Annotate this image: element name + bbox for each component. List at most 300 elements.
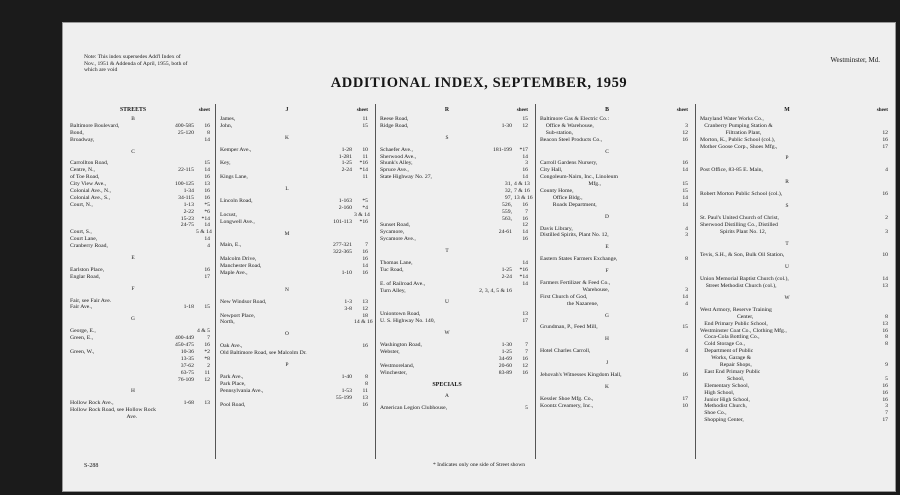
index-entry <box>220 350 368 357</box>
entry-range: 15-23 <box>180 215 194 222</box>
entry-sheet: 16 <box>204 174 210 181</box>
entry-name: Sherwood Distilling Co., Distilled <box>700 221 778 228</box>
entry-range: 400-449 <box>175 335 194 342</box>
index-entry <box>540 280 688 287</box>
entry-name: Center, <box>700 313 754 320</box>
index-entry <box>700 397 888 404</box>
entry-name: Spruce Ave., <box>380 167 409 174</box>
index-entry <box>380 370 528 377</box>
entry-name: Baltimore Gas & Electric Co.: <box>540 116 610 122</box>
letter-heading <box>540 360 688 367</box>
index-entry <box>380 281 528 288</box>
entry-name: Westmoreland, <box>380 362 415 369</box>
entry-sheet: *4 <box>362 204 368 211</box>
heading-text: W <box>784 295 790 302</box>
entry-sheet: 12 <box>522 222 528 229</box>
index-entry <box>700 328 888 335</box>
entry-sheet: *16 <box>359 160 368 167</box>
entry-sheet: 14 <box>522 153 528 160</box>
letter-heading <box>220 231 368 238</box>
entry-name: Kings Lane, <box>220 174 248 181</box>
entry-sheet: 13 <box>362 394 368 401</box>
entry-range: 181-199 <box>493 146 512 153</box>
entry-sheet: 16 <box>204 342 210 349</box>
index-entry <box>70 188 210 195</box>
entry-sheet: 17 <box>682 395 688 402</box>
column-heading: STREETS <box>119 107 147 113</box>
index-entry <box>70 174 210 181</box>
entry-name: Fair Ave., <box>70 304 93 311</box>
column-divider <box>535 104 536 459</box>
heading-text: M <box>284 230 290 237</box>
entry-sheet: *2 <box>204 348 210 355</box>
letter-heading <box>70 255 210 262</box>
entry-range: 55-199 <box>335 394 352 401</box>
entry-sheet: 16 <box>882 396 888 403</box>
entry-range: 400-585 <box>175 122 194 129</box>
entry-sheet: 13 <box>204 400 210 407</box>
heading-text: E <box>605 244 609 251</box>
index-entry <box>380 318 528 325</box>
entry-sheet: 10 <box>362 146 368 153</box>
index-column-specials-m-w <box>700 107 888 424</box>
index-entry <box>70 123 210 130</box>
entry-name: Works, Garage & <box>700 355 752 362</box>
entry-name: North, <box>220 319 235 326</box>
entry-name: First Church of God, <box>540 293 588 300</box>
entry-name: Farmers Fertilizer & Feed Co., <box>540 280 611 287</box>
entry-sheet: 18 <box>362 312 368 319</box>
index-entry <box>380 363 528 370</box>
entry-sheet: 17 <box>204 273 210 280</box>
entry-name: Tevis, S.H., & Son, Bulk Oil Station, <box>700 252 785 259</box>
letter-heading <box>70 116 210 123</box>
entry-range: 563, <box>502 215 512 222</box>
heading-text: E <box>131 255 135 262</box>
entry-name: Reese Road, <box>380 116 409 122</box>
heading-text: S <box>445 134 449 141</box>
entry-sheet: 13 <box>362 298 368 305</box>
entry-range: 1-281 <box>338 153 352 160</box>
sheet-heading: sheet <box>198 107 210 113</box>
index-entry <box>380 188 528 195</box>
letter-heading <box>220 331 368 338</box>
entry-range: 1-40 <box>341 373 352 380</box>
entry-sheet: 16 <box>882 327 888 334</box>
entry-sheet: 15 <box>682 324 688 331</box>
entry-sheet: 16 <box>204 122 210 129</box>
entry-name: Distilled Spirits, Plant No. 12, <box>540 232 609 239</box>
entry-range: 1-53 <box>341 387 352 394</box>
index-entry <box>540 348 688 355</box>
index-entry <box>70 370 210 377</box>
entry-range: 1-3 <box>344 298 352 305</box>
column-divider <box>215 104 216 459</box>
letter-heading <box>70 286 210 293</box>
entry-sheet: 12 <box>522 122 528 129</box>
index-entry <box>380 209 528 216</box>
index-entry <box>220 154 368 161</box>
entry-sheet: 5 <box>525 405 528 412</box>
letter-heading <box>700 179 888 186</box>
place-name: Westminster, Md. <box>830 56 880 64</box>
index-entry <box>380 356 528 363</box>
index-entry <box>700 334 888 341</box>
entry-name: Pool Road, <box>220 401 246 408</box>
entry-name: West Armory, Reserve Training <box>700 306 772 313</box>
index-entry <box>220 374 368 381</box>
entry-name: Department of Public <box>700 348 754 355</box>
entry-name: Junior High School, <box>700 396 750 403</box>
column-heading: R <box>444 107 450 113</box>
entry-sheet: 16 <box>522 167 528 174</box>
entry-name: Colonial Ave., S., <box>70 194 111 201</box>
entry-name: New Windsor Road, <box>220 298 267 305</box>
entry-sheet: 16 <box>882 191 888 198</box>
index-entry <box>700 355 888 362</box>
index-entry <box>540 195 688 202</box>
entry-sheet: *14 <box>201 215 210 222</box>
entry-name: Office & Warehouse, <box>540 122 594 129</box>
index-page <box>62 22 896 492</box>
entry-range: 83-89 <box>498 369 512 376</box>
entry-sheet: 14 <box>522 280 528 287</box>
entry-sheet: 14 <box>522 260 528 267</box>
entry-name: Eastern States Farmers Exchange, <box>540 256 618 263</box>
entry-sheet: 3 <box>885 228 888 235</box>
index-entry <box>70 377 210 384</box>
entry-name: Thomas Lane, <box>380 260 413 267</box>
entry-range: 101-113 <box>333 218 352 225</box>
index-entry <box>70 167 210 174</box>
entry-name: St. Paul's United Church of Christ, <box>700 214 779 221</box>
entry-sheet: 13 <box>522 311 528 318</box>
entry-range: 76-109 <box>177 376 194 383</box>
entry-sheet: 14 <box>204 167 210 174</box>
entry-sheet: 16 <box>204 188 210 195</box>
index-entry <box>700 276 888 283</box>
entry-name: E. of Railroad Ave., <box>380 280 426 287</box>
index-entry <box>220 147 368 154</box>
index-entry <box>540 160 688 167</box>
entry-name: Spirits Plant No. 12, <box>700 228 767 235</box>
entry-range: 24-61 <box>498 229 512 236</box>
index-entry <box>380 181 528 188</box>
index-entry <box>380 154 528 161</box>
index-entry <box>540 202 688 209</box>
entry-sheet: 8 <box>885 313 888 320</box>
heading-text: G <box>131 316 135 323</box>
entry-range: 34-69 <box>498 355 512 362</box>
index-entry <box>380 202 528 209</box>
heading-text: T <box>785 240 789 247</box>
entry-sheet: 4 <box>885 167 888 174</box>
entry-sheet: 8 <box>207 129 210 136</box>
heading-text: U <box>785 264 789 271</box>
index-entry <box>220 160 368 167</box>
entry-name: Cranberry Pumping Station & <box>700 122 773 129</box>
entry-sheet: 10 <box>682 402 688 409</box>
index-entry <box>70 400 210 407</box>
entry-name: Cranberry Road, <box>70 243 108 250</box>
index-entry <box>70 222 210 229</box>
entry-name: Union Memorial Baptist Church (col.), <box>700 276 789 283</box>
entry-name: Longwell Ave., <box>220 218 255 225</box>
entry-name: Congoleum-Nairn, Inc., Linoleum <box>540 174 618 181</box>
entry-sheet: 12 <box>882 129 888 136</box>
index-entry <box>540 287 688 294</box>
entry-name: End Primary Public School, <box>700 320 768 327</box>
heading-text: O <box>285 331 289 338</box>
index-entry <box>380 236 528 243</box>
entry-sheet: 3 <box>685 232 688 239</box>
index-entry <box>380 167 528 174</box>
entry-name: Mother Goose Corp., Shoes Mfg., <box>700 143 778 150</box>
letter-heading <box>540 313 688 320</box>
entry-name: Bond, <box>70 129 84 136</box>
entry-name: East End Primary Public <box>700 368 761 375</box>
entry-sheet: 5 <box>885 375 888 382</box>
entry-sheet: 16 <box>522 201 528 208</box>
entry-name: Sunset Road, <box>380 222 411 229</box>
index-entry <box>700 215 888 222</box>
letter-heading <box>540 268 688 275</box>
index-entry <box>220 249 368 256</box>
entry-name: School, <box>700 375 745 382</box>
entry-range: 1-163 <box>338 198 352 205</box>
index-entry <box>70 229 210 236</box>
entry-name: Grundman, P., Feed Mill, <box>540 324 598 331</box>
entry-name: Uniontown Road, <box>380 311 421 318</box>
entry-range: 25-120 <box>177 129 194 136</box>
entry-name: Cold Storage Co., <box>700 341 746 348</box>
entry-name: Street Methodist Church (col.), <box>700 283 777 290</box>
column-heading: J <box>285 107 289 113</box>
entry-name: Green, W., <box>70 348 95 355</box>
entry-name: John, <box>220 122 233 129</box>
letter-heading <box>380 330 528 337</box>
entry-sheet: 8 <box>365 373 368 380</box>
entry-range: 13-35 <box>180 355 194 362</box>
entry-name: Court, S., <box>70 229 92 236</box>
index-entry <box>70 328 210 335</box>
entry-range: 2-160 <box>338 204 352 211</box>
index-entry <box>70 407 210 414</box>
letter-heading <box>540 149 688 156</box>
letter-heading <box>700 264 888 271</box>
index-entry <box>220 167 368 174</box>
entry-range: 20-60 <box>498 362 512 369</box>
entry-name: Newport Place, <box>220 312 256 319</box>
entry-name: Broadway, <box>70 136 95 143</box>
entry-sheet: 16 <box>882 136 888 143</box>
entry-sheet: *17 <box>519 146 528 153</box>
column-header <box>700 107 888 116</box>
column-header <box>220 107 368 116</box>
entry-sheet: 12 <box>682 129 688 136</box>
entry-name: State Highway No. 27, <box>380 174 432 181</box>
entry-name: Carrollton Road, <box>70 160 109 167</box>
entry-sheet: 14 <box>682 194 688 201</box>
letter-heading <box>540 384 688 391</box>
entry-range: 97, <box>504 194 512 201</box>
entry-name: Ave. <box>70 414 138 421</box>
entry-name: Jehovah's Witnesses Kingdom Hall, <box>540 372 622 379</box>
entry-sheet: 15 <box>682 181 688 188</box>
index-entry <box>70 195 210 202</box>
entry-sheet: 16 <box>882 389 888 396</box>
entry-sheet: 7 & 16 <box>514 188 530 195</box>
heading-text: C <box>131 148 135 155</box>
index-entry <box>70 349 210 356</box>
index-entry <box>220 242 368 249</box>
index-entry <box>220 205 368 212</box>
entry-sheet: *16 <box>519 266 528 273</box>
entry-sheet: 9 <box>885 362 888 369</box>
entry-sheet: 16 <box>362 343 368 350</box>
letter-heading <box>380 135 528 142</box>
index-entry <box>220 270 368 277</box>
entry-sheet: 3 & 14 <box>354 211 370 218</box>
index-entry <box>700 252 888 259</box>
entry-sheet: 16 <box>682 372 688 379</box>
entry-range: 3-8 <box>344 305 352 312</box>
column-header <box>540 107 688 116</box>
entry-name: Mfg., <box>540 181 601 188</box>
index-entry <box>220 388 368 395</box>
entry-sheet: 4 <box>207 243 210 250</box>
index-entry <box>700 376 888 383</box>
entry-sheet: 15 <box>204 304 210 311</box>
index-column-r-specials <box>380 107 533 412</box>
entry-name: James, <box>220 116 236 122</box>
index-entry <box>220 263 368 270</box>
index-column-specials-b-k <box>540 107 688 410</box>
index-entry <box>380 274 528 281</box>
column-header <box>380 107 528 116</box>
index-entry <box>540 403 688 410</box>
entry-sheet: 16 <box>522 355 528 362</box>
entry-name: Main, E., <box>220 242 242 249</box>
index-entry <box>540 137 688 144</box>
entry-range: 1-25 <box>341 160 352 167</box>
entry-sheet: *14 <box>359 167 368 174</box>
heading-text: L <box>285 186 289 193</box>
entry-sheet: 13 <box>882 283 888 290</box>
index-entry <box>540 396 688 403</box>
entry-sheet: 16 <box>522 236 528 243</box>
entry-sheet: 3 <box>525 160 528 167</box>
entry-sheet: 7 <box>365 242 368 249</box>
index-entry <box>380 311 528 318</box>
entry-sheet: 16 <box>522 215 528 222</box>
entry-name: U. S. Highway No. 140, <box>380 318 435 325</box>
entry-sheet: 16 <box>682 136 688 143</box>
heading-text: F <box>131 285 135 292</box>
entry-name: Baltimore Boulevard, <box>70 122 120 129</box>
index-entry <box>380 288 528 295</box>
index-entry <box>540 256 688 263</box>
index-entry <box>700 341 888 348</box>
entry-sheet: 16 <box>362 256 368 263</box>
index-entry <box>220 219 368 226</box>
index-entry <box>70 236 210 243</box>
section-heading <box>380 382 528 389</box>
index-entry <box>700 362 888 369</box>
entry-sheet: 7 <box>885 410 888 417</box>
index-entry <box>540 181 688 188</box>
heading-text: SPECIALS <box>432 381 462 388</box>
entry-range: 277-321 <box>333 242 352 249</box>
entry-name: Englar Road, <box>70 273 101 280</box>
entry-sheet: 10 <box>882 252 888 259</box>
entry-name: Kemper Ave., <box>220 146 252 153</box>
index-entry <box>380 267 528 274</box>
entry-sheet: *5 <box>204 201 210 208</box>
index-entry <box>70 216 210 223</box>
index-entry <box>380 216 528 223</box>
page-id: S-288 <box>84 463 99 469</box>
entry-range: 1-28 <box>341 146 352 153</box>
index-entry <box>700 229 888 236</box>
entry-range: 526, <box>502 201 512 208</box>
entry-name: Manchester Road, <box>220 263 262 270</box>
entry-sheet: 13 & 16 <box>514 194 533 201</box>
index-entry <box>700 417 888 424</box>
heading-text: K <box>605 383 609 390</box>
entry-name: Hotel Charles Carroll, <box>540 348 591 355</box>
index-entry <box>220 402 368 409</box>
entry-sheet: 15 <box>522 116 528 122</box>
letter-heading <box>700 295 888 302</box>
entry-sheet: 15 <box>682 188 688 195</box>
heading-text: P <box>285 362 289 369</box>
index-entry <box>220 381 368 388</box>
entry-sheet: 16 <box>204 266 210 273</box>
letter-heading <box>220 287 368 294</box>
entry-sheet: 8 <box>365 380 368 387</box>
index-entry <box>700 283 888 290</box>
entry-name: Washington Road, <box>380 342 422 349</box>
entry-name: Court Lane, <box>70 236 98 243</box>
entry-range: 37-62 <box>180 362 194 369</box>
entry-sheet: 5 & 14 <box>196 229 212 236</box>
entry-sheet: 14 & 16 <box>354 319 373 326</box>
entry-name: Shoe Co., <box>700 410 727 417</box>
entry-range: 2-24 <box>501 273 512 280</box>
index-entry <box>380 342 528 349</box>
letter-heading <box>700 241 888 248</box>
sheet-heading: sheet <box>516 107 528 113</box>
index-entry <box>700 191 888 198</box>
entry-sheet: 12 <box>522 362 528 369</box>
letter-heading <box>540 336 688 343</box>
entry-sheet: 3 <box>685 122 688 129</box>
index-entry <box>220 212 368 219</box>
entry-name: Tuc Road, <box>380 266 404 273</box>
entry-sheet: 11 <box>362 387 368 394</box>
index-entry <box>700 116 888 123</box>
index-entry <box>540 116 688 123</box>
entry-sheet: 14 <box>362 263 368 270</box>
entry-name: Oak Ave., <box>220 343 243 350</box>
entry-name: City View Ave., <box>70 181 107 188</box>
entry-sheet: 8 <box>885 334 888 341</box>
entry-range: 322-365 <box>333 249 352 256</box>
entry-sheet: 13 <box>882 320 888 327</box>
index-entry <box>700 403 888 410</box>
entry-range: 2, 3, 4, 5 & 16 <box>479 287 512 294</box>
